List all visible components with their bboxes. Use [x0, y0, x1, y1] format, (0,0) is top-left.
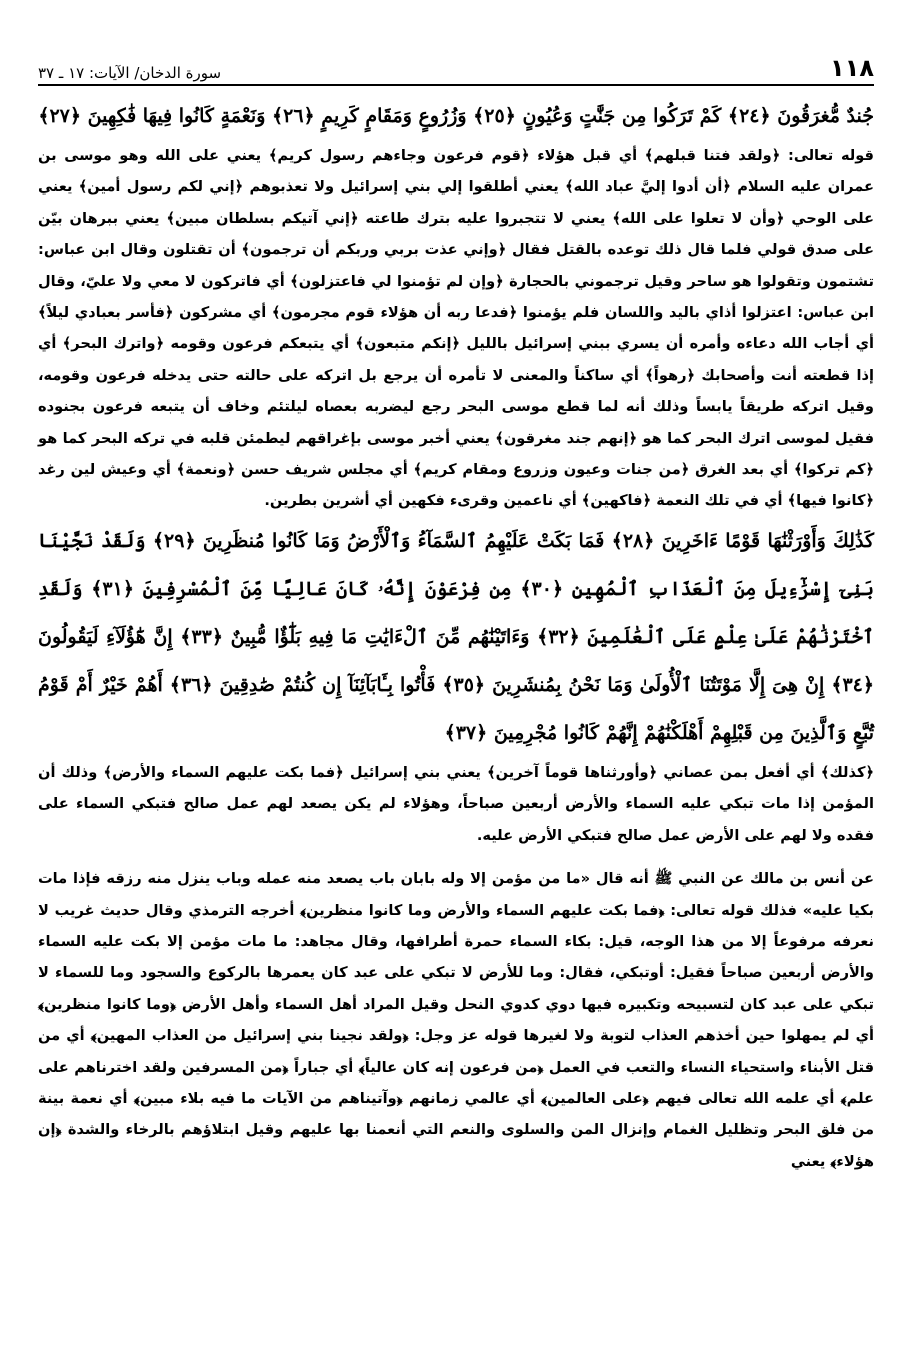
- page-number: ١١٨: [830, 54, 874, 82]
- page-header: [38, 52, 874, 82]
- tafsir-paragraph-3: عن أنس بن مالك عن النبي ﷺ أنه قال «ما من مؤمن إلا وله بابان باب يصعد منه عمله وباب ينزل منه رزقه فإذا مات بكيا عليه» فذلك قوله تعالى: ﴿فما بكت عليهم السماء والأرض وما كانوا منظرين﴾ أخرجه الترمذي وقال حديث غريب لا نعرفه مرفوعاً إلا من هذا الوجه، قيل: بكاء السماء حمرة أطرافها، وقال مجاهد: ما مات مؤمن إلا بكت عليه السماء والأرض أربعين صباحاً فقيل: أوتبكي، فقال: وما للأرض لا تبكي على عبد كان يعمرها بالركوع والسجود وما للسماء لا تبكي على عبد كان لتسبيحه وتكبيره فيها دوي كدوي النحل وقيل المراد أهل السماء وأهل الأرض ﴿وما كانوا منظرين﴾ أي لم يمهلوا حين أخذهم العذاب لتوبة ولا لغيرها قوله عز وجل: ﴿ولقد نجينا بني إسرائيل من العذاب المهين﴾ أي من قتل الأبناء واستحياء النساء والتعب في العمل ﴿من فرعون إنه كان عالياً﴾ أي جباراً ﴿من المسرفين ولقد اخترناهم على علم﴾ أي علمه الله تعالى فيهم ﴿على العالمين﴾ أي عالمي زمانهم ﴿وآتيناهم من الآيات ما فيه بلاء مبين﴾ أي نعمة بينة من فلق البحر وتظليل الغمام وإنزال المن والسلوى والنعم التي أنعمنا بها عليهم وقيل ابتلاؤهم بالرخاء والشدة ﴿إن هؤلاء﴾ يعني: [38, 870, 874, 1170]
- header-rule: [38, 84, 874, 86]
- surah-info: سورة الدخان/ الآيات: ١٧ ـ ٣٧: [38, 64, 222, 82]
- quran-verses-top: جُندٌ مُّغرَقُونَ ﴿٢٤﴾ كَمْ تَرَكُوا مِن جَنَّٰتٍ وَعُيُونٍ ﴿٢٥﴾ وَزُرُوعٍ وَمَقَامٍ كَرِيمٍ ﴿٢٦﴾ وَنَعْمَةٍ كَانُوا فِيهَا فَٰكِهِينَ ﴿٢٧﴾: [38, 105, 874, 127]
- tafsir-paragraph-1: قوله تعالى: ﴿ولقد فتنا قبلهم﴾ أي قبل هؤلاء ﴿قوم فرعون وجاءهم رسول كريم﴾ يعني على الله وهو موسى بن عمران عليه السلام ﴿أن أدوا إليَّ عباد الله﴾ يعني أطلقوا إلي بني إسرائيل ولا تعذبوهم ﴿إني لكم رسول أمين﴾ يعني على الوحي ﴿وأن لا تعلوا على الله﴾ يعني لا تتجبروا عليه بترك طاعته ﴿إني آتيكم بسلطان مبين﴾ يعني ببرهان بيّن على صدق قولي فلما قال ذلك توعده بالقتل فقال ﴿وإني عذت بربي وربكم أن ترجمون﴾ أن تقتلون وقال ابن عباس: تشتمون وتقولوا هو ساحر وقيل ترجموني بالحجارة ﴿وإن لم تؤمنوا لي فاعتزلون﴾ أي فاتركون لا معي ولا عليّ، وقال ابن عباس: اعتزلوا أذاي باليد واللسان فلم يؤمنوا ﴿فدعا ربه أن هؤلاء قوم مجرمون﴾ أي مشركون ﴿فأسر بعبادي ليلاً﴾ أي أجاب الله دعاءه وأمره أن يسري ببني إسرائيل بالليل ﴿إنكم متبعون﴾ أي يتبعكم فرعون وقومه ﴿واترك البحر﴾ أي إذا قطعته أنت وأصحابك ﴿رهواً﴾ أي ساكناً والمعنى لا تأمره أن يرجع بل اتركه على حالته حتى يدخله فرعون وقومه، وقيل اتركه طريقاً يابساً وذلك أنه لما قطع موسى البحر رجع ليضربه بعصاه ليلتئم وخاف أن يتبعه فرعون بجنوده فقيل لموسى اترك البحر كما هو ﴿إنهم جند مغرقون﴾ يعني أخبر موسى بإغراقهم ليطمئن قلبه في تركه البحر كما هو ﴿كم تركوا﴾ أي بعد الغرق ﴿من جنات وعيون وزروع ومقام كريم﴾ أي مجلس شريف حسن ﴿ونعمة﴾ أي وعيش لين رغد ﴿كانوا فيها﴾ أي في تلك النعمة ﴿فاكهين﴾ أي ناعمين وقرىء فكهين أي أشرين بطرين.: [38, 147, 874, 510]
- paragraph-gap: [38, 851, 874, 863]
- tafsir-paragraph-2: ﴿كذلك﴾ أي أفعل بمن عصاني ﴿وأورثناها قوماً آخرين﴾ يعني بني إسرائيل ﴿فما بكت عليهم السماء والأرض﴾ وذلك أن المؤمن إذا مات تبكي عليه السماء والأرض أربعين صباحاً، وهؤلاء لم يكن يصعد لهم عمل صالح فتبكي السماء على فقده ولا لهم على الأرض عمل صالح فتبكي الأرض عليه.: [38, 763, 874, 844]
- quran-verses-middle: كَذَٰلِكَ وَأَوْرَثْنَٰهَا قَوْمًا ءَاخَرِينَ ﴿٢٨﴾ فَمَا بَكَتْ عَلَيْهِمُ ٱلسَّمَآءُ وَٱلْأَرْضُ وَمَا كَانُوا مُنظَرِينَ ﴿٢٩﴾ وَلَقَدْ نَجَّيْنَا بَنِىٓ إِسْرَٰٓءِيلَ مِنَ ٱلْعَذَابِ ٱلْمُهِينِ ﴿٣٠﴾ مِن فِرْعَوْنَ إِنَّهُۥ كَانَ عَالِيًا مِّنَ ٱلْمُسْرِفِينَ ﴿٣١﴾ وَلَقَدِ ٱخْتَرْنَٰهُمْ عَلَىٰ عِلْمٍ عَلَى ٱلْعَٰلَمِينَ ﴿٣٢﴾ وَءَاتَيْنَٰهُم مِّنَ ٱلْءَايَٰتِ مَا فِيهِ بَلَٰٓؤٌا مُّبِينٌ ﴿٣٣﴾ إِنَّ هَٰٓؤُلَآءِ لَيَقُولُونَ ﴿٣٤﴾ إِنْ هِىَ إِلَّا مَوْتَتُنَا ٱلْأُولَىٰ وَمَا نَحْنُ بِمُنشَرِينَ ﴿٣٥﴾ فَأْتُوا بِـَٔابَآئِنَآ إِن كُنتُمْ صَٰدِقِينَ ﴿٣٦﴾ أَهُمْ خَيْرٌ أَمْ قَوْمُ تُبَّعٍ وَٱلَّذِينَ مِن قَبْلِهِمْ أَهْلَكْنَٰهُمْ إِنَّهُمْ كَانُوا مُجْرِمِينَ ﴿٣٧﴾: [38, 529, 875, 744]
- book-page: [38, 52, 874, 1177]
